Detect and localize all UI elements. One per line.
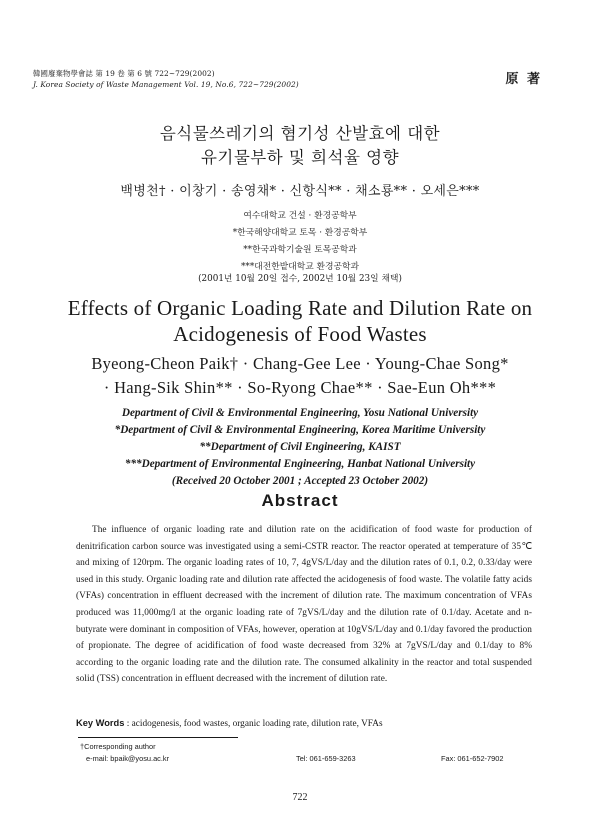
english-authors-line-2: · Hang-Sik Shin** · So-Ryong Chae** · Sae-Eun Oh*** — [103, 378, 497, 397]
english-received-date: (Received 20 October 2001 ; Accepted 23 October 2002) — [171, 475, 429, 487]
keywords — [76, 718, 383, 729]
korean-affiliation-4: ***대전한밭대학교 환경공학과 — [241, 262, 359, 272]
english-affiliation-1: Department of Civil & Environmental Engineering, Yosu National University — [121, 407, 479, 419]
english-affiliation-2: *Department of Civil & Environmental Engineering, Korea Maritime University — [114, 424, 486, 436]
english-title-line-1: Effects of Organic Loading Rate and Dilution Rate on — [67, 296, 533, 320]
english-affiliation-3: **Department of Civil Engineering, KAIST — [199, 441, 401, 453]
page-number: 722 — [292, 792, 308, 803]
journal-citation-english: J. Korea Society of Waste Management Vol. 19, No.6, 722~729(2002) — [33, 80, 299, 89]
korean-affiliation-2: *한국해양대학교 토목 · 환경공학부 — [232, 228, 368, 238]
korean-authors: 백병천† · 이창기 · 송영채* · 신항식** · 채소룡** · 오세은*** — [120, 184, 480, 199]
corresponding-author-note: †Corresponding author — [80, 742, 156, 751]
corresponding-email: e-mail: bpaik@yosu.ac.kr — [86, 754, 170, 763]
corresponding-tel: Tel: 061-659-3263 — [296, 754, 356, 763]
english-affiliation-4: ***Department of Environmental Engineering, Hanbat National University — [124, 458, 476, 470]
korean-title-line-2: 유기물부하 및 희석율 영향 — [200, 148, 400, 167]
keywords-text: : acidogenesis, food wastes, organic loading rate, dilution rate, VFAs — [126, 719, 383, 729]
korean-affiliation-1: 여수대학교 건설 · 환경공학부 — [243, 211, 357, 221]
korean-received-date: (2001년 10월 20일 접수, 2002년 10월 23일 채택) — [198, 274, 402, 284]
abstract-body: The influence of organic loading rate and dilution rate on the acidification of food waste for production of denitrification carbon source was investigated using a semi-CSTR reactor. The reactor operated at temperature of 35℃ and mixing of 120rpm. The organic loading rates of 10, 7, 4gVS/L/day and the dilution rates of 0.1, 0.2, 0.33/day were used in this study. Organic loading rate and dilution rate affected the acidogenesis of food waste. The volatile fatty acids (VFAs) concentration in effluent decreased with the increment of dilution rate. The maximum concentration of VFAs produced was 11,000mg/l at the organic loading rate of 7gVS/L/day and the dilution rate of 0.1/day. Acetate and n-butyrate were dominant in composition of VFAs, however, operation at 10gVS/L/day and 0.1/day favored the production of propionate. The degree of acidification of food waste decreased from 32% at 7gVS/L/day and 0.1/day to 8% according to the organic loading rate and the dilution rate. The consumed alkalinity in the reactor and total suspended solid (TSS) concentration in effluent decreased with the increment of dilution rate. — [76, 525, 532, 685]
abstract-heading: Abstract — [261, 491, 339, 510]
article-type-badge: 原 著 — [505, 72, 542, 87]
english-title-line-2: Acidogenesis of Food Wastes — [173, 322, 427, 346]
korean-affiliation-3: **한국과학기술원 토목공학과 — [243, 245, 357, 255]
english-authors-line-1: Byeong-Cheon Paik† · Chang-Gee Lee · Young-Chae Song* — [91, 354, 509, 373]
journal-citation-korean: 韓國廢棄物學會誌 第 19 卷 第 6 號 722~729(2002) — [33, 69, 215, 78]
korean-title-line-1: 음식물쓰레기의 혐기성 산발효에 대한 — [159, 124, 441, 143]
footnote-divider — [78, 737, 238, 738]
corresponding-fax: Fax: 061-652-7902 — [441, 754, 504, 763]
keywords-label: Key Words — [76, 718, 125, 728]
